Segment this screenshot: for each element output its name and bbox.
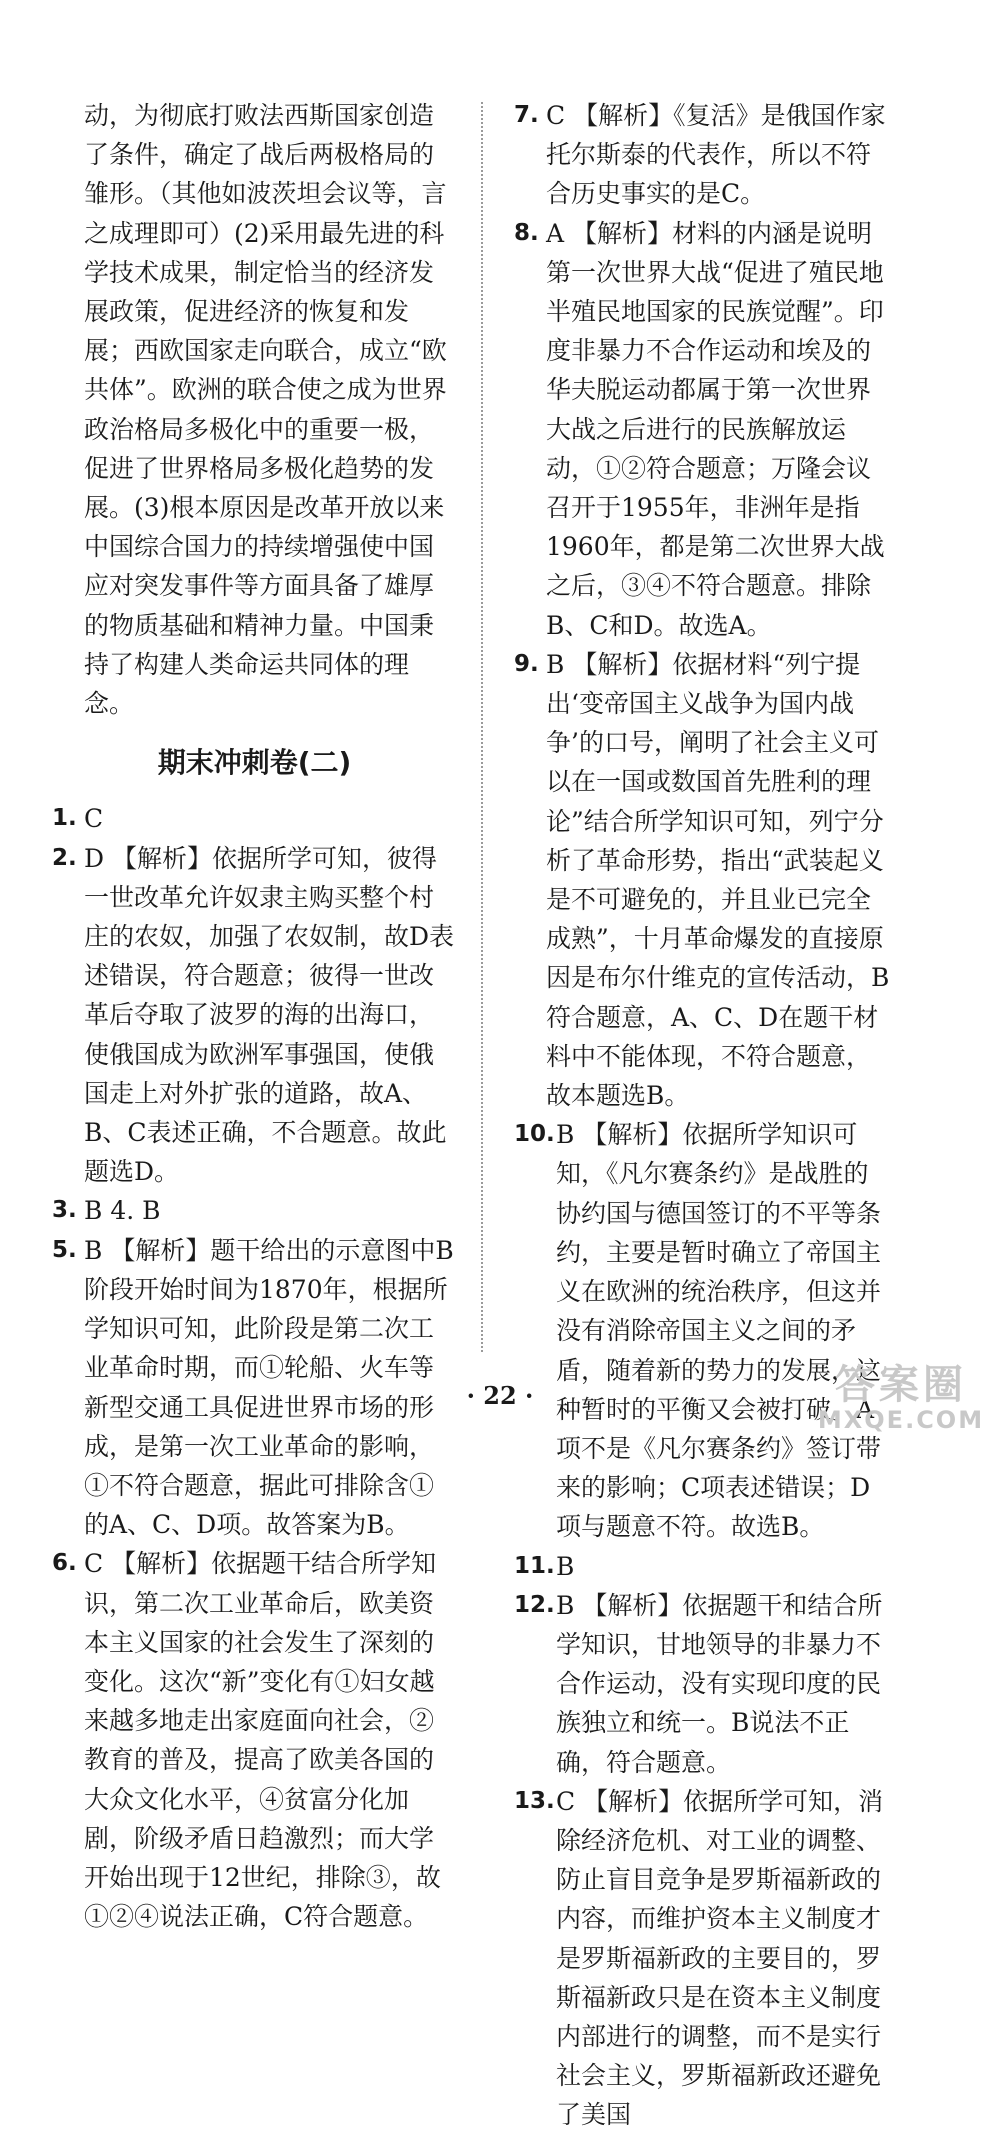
answer-text: B 4. B bbox=[84, 1196, 161, 1226]
answer-text: A 【解析】材料的内涵是说明第一次世界大战“促进了殖民地半殖民地国家的民族觉醒”。印度非暴力不合作运动和埃及的华夫脱运动都属于第一次世界大战之后进行的民族解放运动，①②符合题意；万隆会议召开于1955年，非洲年是指1960年，都是第二次世界大战之后，③④不符合题意。排除B、C和D。故选A。 bbox=[546, 218, 885, 640]
continued-answer-text: 动，为彻底打败法西斯国家创造了条件，确定了战后两极格局的雏形。（其他如波茨坦会议等，言之成理即可）(2)采用最先进的科学技术成果，制定恰当的经济发展政策，促进经济的恢复和发展；西欧国家走向联合，成立“欧共体”。欧洲的联合使之成为世界政治格局多极化中的重要一极，促进了世界格局多极化趋势的发展。(3)根本原因是改革开放以来中国综合国力的持续增强使中国应对突发事件等方面具备了雄厚的物质基础和精神力量。中国秉持了构建人类命运共同体的理念。 bbox=[84, 101, 447, 719]
right-column bbox=[514, 96, 892, 2135]
left-column bbox=[52, 96, 457, 1936]
answer-item bbox=[52, 799, 457, 838]
left-answer-list bbox=[52, 799, 457, 1936]
answer-item bbox=[514, 1115, 892, 1546]
answer-item bbox=[514, 1782, 892, 2135]
answer-number: 12. bbox=[514, 1591, 555, 1618]
answer-item bbox=[514, 1547, 892, 1586]
answer-number: 6. bbox=[52, 1550, 77, 1577]
answer-number: 11. bbox=[514, 1552, 555, 1579]
answer-item bbox=[52, 1191, 457, 1230]
answer-text: C bbox=[84, 804, 104, 834]
watermark-logo bbox=[816, 1363, 986, 1443]
answer-item bbox=[514, 1586, 892, 1782]
answer-item bbox=[514, 214, 892, 645]
answer-number: 7. bbox=[514, 102, 539, 128]
answer-number: 13. bbox=[514, 1787, 555, 1814]
answer-text: C 【解析】依据题干结合所学知识，第二次工业革命后，欧美资本主义国家的社会发生了深刻的变化。这次“新”变化有①妇女越来越多地走出家庭面向社会，②教育的普及，提高了欧美各国的大众文化水平，④贫富分化加剧，阶级矛盾日趋激烈；而大学开始出现于12世纪，排除③，故①②④说法正确，C符合题意。 bbox=[84, 1549, 441, 1932]
answer-number: 2. bbox=[52, 844, 77, 871]
answer-item bbox=[514, 96, 892, 214]
answer-number: 10. bbox=[514, 1121, 555, 1148]
answer-number: 3. bbox=[52, 1197, 77, 1224]
answer-item bbox=[52, 839, 457, 1192]
answer-text: C 【解析】依据所学可知，消除经济危机、对工业的调整、防止盲目竞争是罗斯福新政的内容，而维护资本主义制度才是罗斯福新政的主要目的，罗斯福新政只是在资本主义制度内部进行的调整，而不是实行社会主义，罗斯福新政还避免了美国 bbox=[556, 1786, 884, 2130]
answer-text: B 【解析】依据材料“列宁提出‘变帝国主义战争为国内战争’的口号，阐明了社会主义可以在一国或数国首先胜利的理论”结合所学知识可知，列宁分析了革命形势，指出“武装起义是不可避免的，并且业已完全成熟”，十月革命爆发的直接原因是布尔什维克的宣传活动，B符合题意，A、C、D在题干材料中不能体现，不符合题意，故本题选B。 bbox=[546, 649, 890, 1111]
answer-number: 5. bbox=[52, 1236, 77, 1263]
answer-item bbox=[514, 645, 892, 1115]
answer-item bbox=[52, 1544, 457, 1936]
page-number: · 22 · bbox=[466, 1381, 534, 1410]
answer-text: B bbox=[556, 1551, 575, 1581]
watermark-en-text: MXQE.COM bbox=[817, 1406, 985, 1434]
watermark-cn-text: 答案圈 bbox=[835, 1362, 967, 1408]
column-divider bbox=[481, 102, 483, 1352]
right-answer-list bbox=[514, 96, 892, 2135]
section-title: 期末冲刺卷(二) bbox=[157, 746, 352, 780]
answer-text: D 【解析】依据所学可知，彼得一世改革允许奴隶主购买整个村庄的农奴，加强了农奴制，故D表述错误，符合题意；彼得一世改革后夺取了波罗的海的出海口，使俄国成为欧洲军事强国，使俄国走上对外扩张的道路，故A、B、C表述正确，不合题意。故此题选D。 bbox=[84, 843, 455, 1187]
answer-number: 1. bbox=[52, 805, 77, 832]
answer-text: C 【解析】《复活》是俄国作家托尔斯泰的代表作，所以不符合历史事实的是C。 bbox=[546, 101, 886, 209]
answer-text: B 【解析】依据所学知识可知，《凡尔赛条约》是战胜的协约国与德国签订的不平等条约，主要是暂时确立了帝国主义在欧洲的统治秩序，但这并没有消除帝国主义之间的矛盾，随着新的势力的发展，这种暂时的平衡又会被打破。A项不是《凡尔赛条约》签订带来的影响；C项表述错误；D项与题意不符。故选B。 bbox=[556, 1120, 882, 1542]
answer-number: 9. bbox=[514, 650, 539, 677]
answer-number: 8. bbox=[514, 219, 539, 246]
answer-text: B 【解析】依据题干和结合所学知识，甘地领导的非暴力不合作运动，没有实现印度的民族独立和统一。B说法不正确，符合题意。 bbox=[556, 1590, 883, 1777]
answer-text: B 【解析】题干给出的示意图中B阶段开始时间为1870年，根据所学知识可知，此阶段是第二次工业革命时期，而①轮船、火车等新型交通工具促进世界市场的形成，是第一次工业革命的影响，①不符合题意，据此可排除含①的A、C、D项。故答案为B。 bbox=[84, 1235, 454, 1540]
